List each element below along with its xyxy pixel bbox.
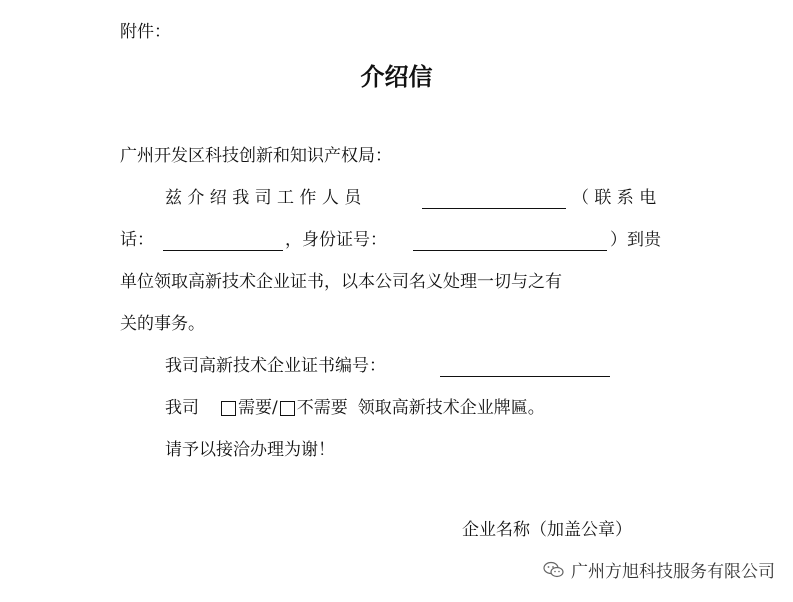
body-line-4: 关的事务。	[120, 314, 205, 334]
phone-blank[interactable]	[163, 250, 283, 251]
page-title: 介绍信	[360, 63, 433, 91]
need-label: 需要/	[238, 398, 278, 418]
not-need-label: 不需要	[296, 398, 348, 418]
phone-label-end: 话：	[120, 230, 154, 250]
watermark	[543, 557, 775, 582]
id-number-blank[interactable]	[413, 250, 607, 251]
intro-text: 兹 介 绍 我 司 工 作 人 员	[165, 188, 362, 208]
phone-label-start: （ 联 系 电	[572, 188, 657, 208]
addressee: 广州开发区科技创新和知识产权局：	[120, 146, 392, 166]
choice-prefix: 我司	[165, 398, 199, 418]
plaque-choice-line	[165, 397, 545, 419]
body-line-3: 单位领取高新技术企业证书，以本公司名义处理一切与之有	[120, 272, 562, 292]
wechat-icon	[543, 561, 565, 579]
cert-number-blank[interactable]	[440, 376, 610, 377]
to-your-label: ）到贵	[610, 230, 661, 250]
signature-label: 企业名称（加盖公章）	[462, 520, 632, 540]
closing-text: 请予以接洽办理为谢！	[165, 440, 335, 460]
choice-suffix: 领取高新技术企业牌匾。	[357, 398, 545, 418]
watermark-text: 广州方旭科技服务有限公司	[571, 562, 775, 582]
not-need-checkbox[interactable]	[280, 401, 295, 416]
staff-name-blank[interactable]	[422, 208, 566, 209]
need-checkbox[interactable]	[221, 401, 236, 416]
id-number-label: ，身份证号：	[285, 230, 387, 250]
cert-number-label: 我司高新技术企业证书编号：	[165, 356, 386, 376]
attachment-label: 附件：	[120, 22, 171, 42]
